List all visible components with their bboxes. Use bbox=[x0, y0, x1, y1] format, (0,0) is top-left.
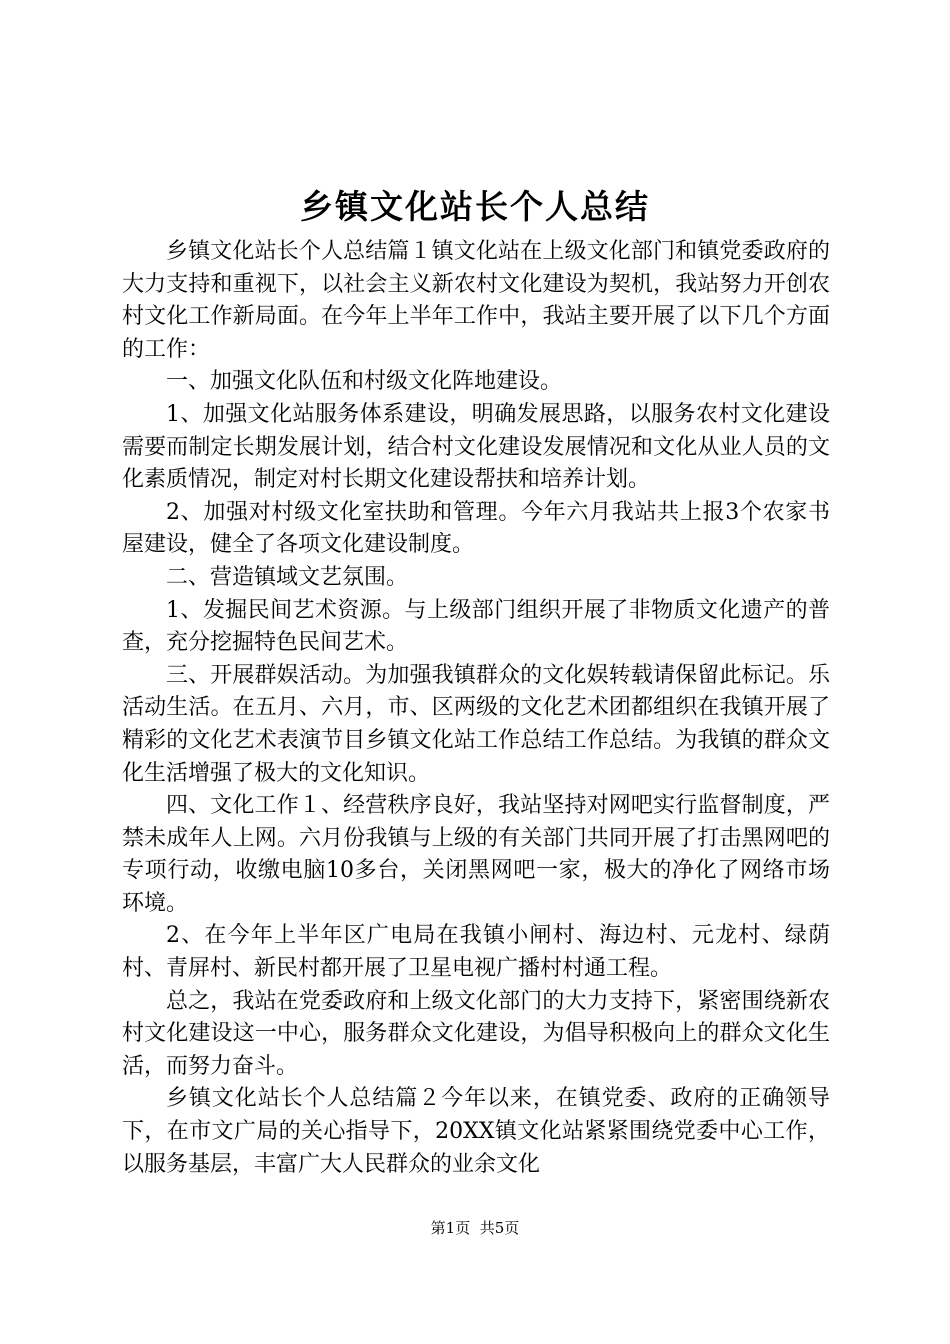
paragraph: 乡镇文化站长个人总结篇１镇文化站在上级文化部门和镇党委政府的大力支持和重视下，以社会主义新农村文化建设为契机，我站努力开创农村文化工作新局面。在今年上半年工作中，我站主要开展了以下几个方面的工作： bbox=[122, 239, 830, 362]
paragraph: 1、发掘民间艺术资源。与上级部门组织开展了非物质文化遗产的普查，充分挖掘特色民间艺术。 bbox=[122, 597, 830, 656]
paragraph: 总之，我站在党委政府和上级文化部门的大力支持下，紧密围绕新农村文化建设这一中心，服务群众文化建设，为倡导积极向上的群众文化生活，而努力奋斗。 bbox=[122, 988, 830, 1079]
page-total: 共5页 bbox=[479, 1219, 520, 1237]
paragraph: 三、开展群娱活动。为加强我镇群众的文化娱转载请保留此标记。乐活动生活。在五月、六月，市、区两级的文化艺术团都组织在我镇开展了精彩的文化艺术表演节目乡镇文化站工作总结工作总结。为我镇的群众文化生活增强了极大的文化知识。 bbox=[122, 662, 830, 786]
paragraph: 乡镇文化站长个人总结篇２今年以来，在镇党委、政府的正确领导下，在市文广局的关心指导下，20XX镇文化站紧紧围绕党委中心工作，以服务基层，丰富广大人民群众的业余文化 bbox=[122, 1086, 830, 1177]
page-number: 第1页 bbox=[430, 1219, 471, 1237]
paragraph: 二、营造镇域文艺氛围。 bbox=[166, 564, 409, 590]
paragraph: 2、在今年上半年区广电局在我镇小闸村、海边村、元龙村、绿荫村、青屏村、新民村都开展了卫星电视广播村村通工程。 bbox=[122, 923, 830, 982]
document-body bbox=[122, 236, 830, 1181]
paragraph: 一、加强文化队伍和村级文化阵地建设。 bbox=[166, 369, 563, 395]
paragraph: 1、加强文化站服务体系建设，明确发展思路，以服务农村文化建设需要而制定长期发展计划，结合村文化建设发展情况和文化从业人员的文化素质情况，制定对村长期文化建设帮扶和培养计划。 bbox=[122, 401, 830, 493]
document-title: 乡镇文化站长个人总结 bbox=[300, 187, 650, 226]
paragraph: 2、加强对村级文化室扶助和管理。今年六月我站共上报3个农家书屋建设，健全了各项文化建设制度。 bbox=[122, 499, 830, 558]
page-footer bbox=[0, 1218, 950, 1238]
paragraph: 四、文化工作１、经营秩序良好，我站坚持对网吧实行监督制度，严禁未成年人上网。六月份我镇与上级的有关部门共同开展了打击黑网吧的专项行动，收缴电脑10多台，关闭黑网吧一家，极大的净化了网络市场环境。 bbox=[122, 793, 830, 916]
